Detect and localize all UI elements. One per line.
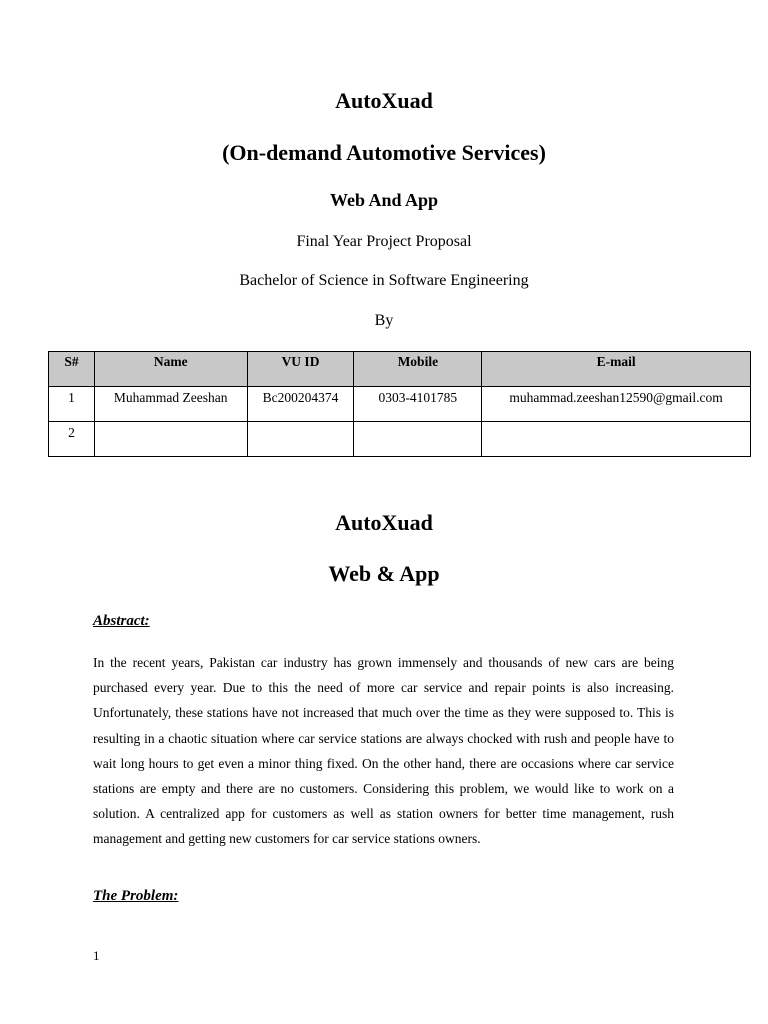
cell-vu-id: Bc200204374 — [247, 387, 354, 422]
header-mobile: Mobile — [354, 352, 482, 387]
document-type: Final Year Project Proposal — [296, 233, 472, 250]
table-row — [49, 422, 751, 457]
header-vu-id: VU ID — [247, 352, 354, 387]
table-row — [49, 387, 751, 422]
cell-serial: 2 — [49, 422, 95, 457]
table-header-row — [49, 352, 751, 387]
cell-email: muhammad.zeeshan12590@gmail.com — [482, 387, 751, 422]
platform-label: Web And App — [329, 190, 439, 210]
header-email: E-mail — [482, 352, 751, 387]
section-title: AutoXuad — [335, 510, 433, 535]
page-number: 1 — [93, 948, 100, 963]
abstract-paragraph: In the recent years, Pakistan car industry has grown immensely and thousands of new cars are being purchased every year. Due to this the need of more car service and repair points is also increasing. Unfortunately, these stations have not increased that much over the time as they were supposed to. This is resulting in a chaotic situation where car service stations are always chocked with rush and people have to wait long hours to get even a minor thing fixed. On the other hand, there are occasions where car service stations are empty and there are no customers. Considering this problem, we would like to work on a solution. A centralized app for customers as well as station owners for better time management, rush management and getting new customers for car service stations owners. — [93, 655, 674, 847]
cell-name: Muhammad Zeeshan — [94, 387, 247, 422]
cell-vu-id — [247, 422, 354, 457]
cell-name — [94, 422, 247, 457]
cell-mobile: 0303-4101785 — [354, 387, 482, 422]
student-info-table — [48, 351, 751, 457]
degree-label: Bachelor of Science in Software Engineering — [239, 272, 529, 289]
document-title: AutoXuad — [335, 88, 433, 113]
section-subtitle: Web & App — [328, 561, 440, 586]
problem-heading: The Problem: — [93, 888, 179, 904]
abstract-heading: Abstract: — [93, 613, 150, 629]
document-subtitle: (On-demand Automotive Services) — [222, 140, 546, 165]
header-serial: S# — [49, 352, 95, 387]
cell-email — [482, 422, 751, 457]
header-name: Name — [94, 352, 247, 387]
by-label: By — [374, 312, 394, 329]
cell-serial: 1 — [49, 387, 95, 422]
cell-mobile — [354, 422, 482, 457]
